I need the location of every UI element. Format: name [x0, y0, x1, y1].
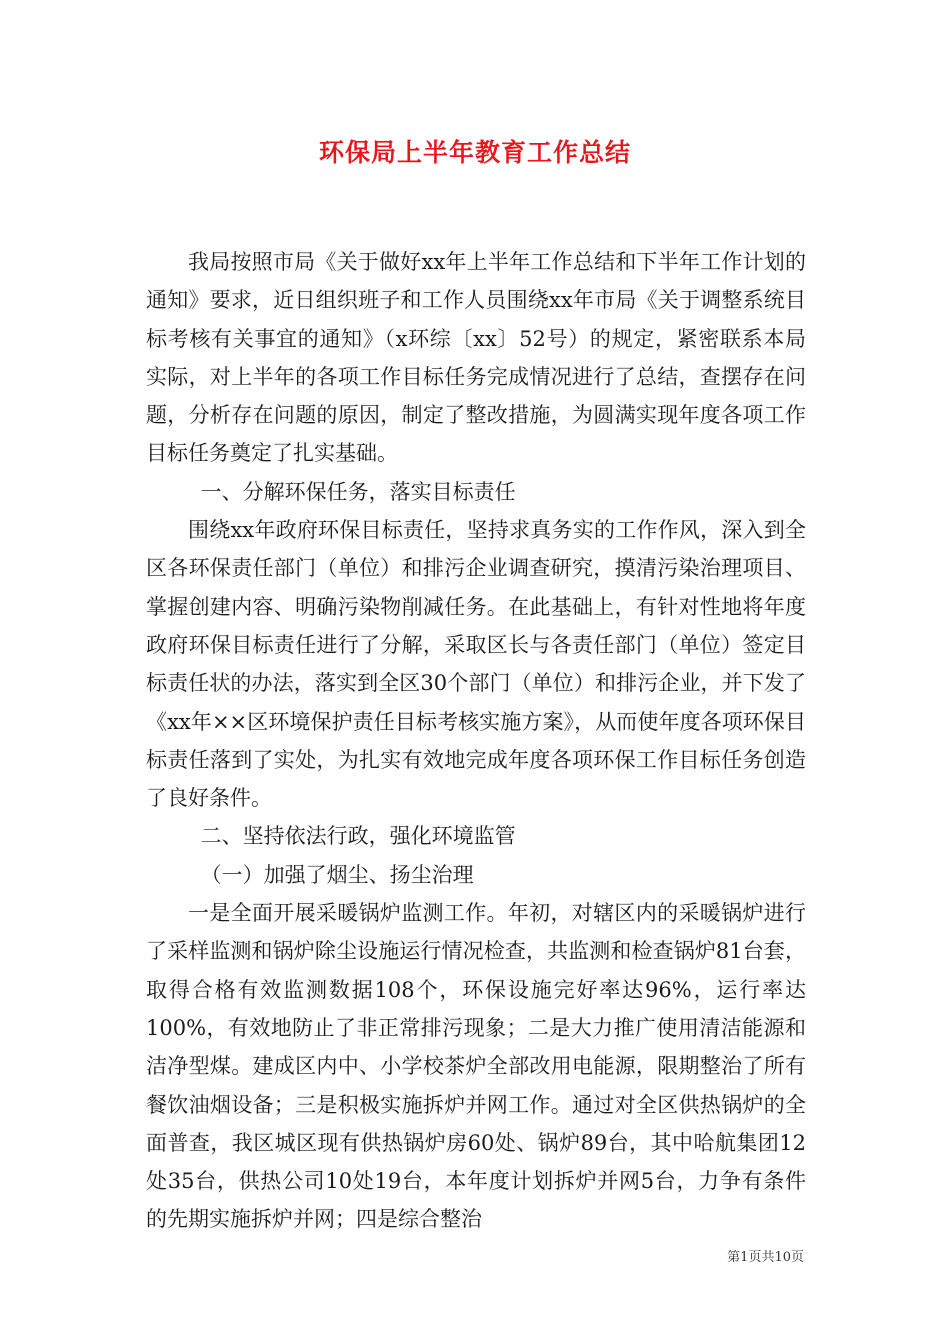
subsection-heading-1: （一）加强了烟尘、扬尘治理 — [200, 862, 474, 887]
page-number-footer: 第1页共10页 — [727, 1250, 804, 1265]
subsection-1-paragraph: 一是全面开展采暖锅炉监测工作。年初，对辖区内的采暖锅炉进行了采样监测和锅炉除尘设施运行情况检查，共监测和检查锅炉81台套，取得合格有效监测数据108个，环保设施完好率达96%，运行率达100%，有效地防止了非正常排污现象；二是大力推广使用清洁能源和洁净型煤。建成区内中、小学校茶炉全部改用电能源，限期整治了所有餐饮油烟设备；三是积极实施拆炉并网工作。通过对全区供热锅炉的全面普查，我区城区现有供热锅炉房60处、锅炉89台，其中哈航集团12处35台，供热公司10处19台，本年度计划拆炉并网5台，力争有条件的先期实施拆炉并网；四是综合整治 — [146, 901, 806, 1232]
document-body — [146, 243, 806, 1239]
section-1-paragraph: 围绕xx年政府环保目标责任，坚持求真务实的工作作风，深入到全区各环保责任部门（单位）和排污企业调查研究，摸清污染治理项目、掌握创建内容、明确污染物削减任务。在此基础上，有针对性地将年度政府环保目标责任进行了分解，采取区长与各责任部门（单位）签定目标责任状的办法，落实到全区30个部门（单位）和排污企业，并下发了《xx年××区环境保护责任目标考核实施方案》，从而使年度各项环保目标责任落到了实处，为扎实有效地完成年度各项环保工作目标任务创造了良好条件。 — [146, 518, 806, 811]
document-title: 环保局上半年教育工作总结 — [318, 138, 631, 167]
section-heading-1: 一、分解环保任务，落实目标责任 — [200, 479, 516, 504]
section-heading-2: 二、坚持依法行政，强化环境监管 — [200, 824, 516, 849]
intro-paragraph: 我局按照市局《关于做好xx年上半年工作总结和下半年工作计划的通知》要求，近日组织班子和工作人员围绕xx年市局《关于调整系统目标考核有关事宜的通知》（x环综〔xx〕52号）的规定，紧密联系本局实际，对上半年的各项工作目标任务完成情况进行了总结，查摆存在问题，分析存在问题的原因，制定了整改措施，为圆满实现年度各项工作目标任务奠定了扎实基础。 — [146, 250, 806, 466]
